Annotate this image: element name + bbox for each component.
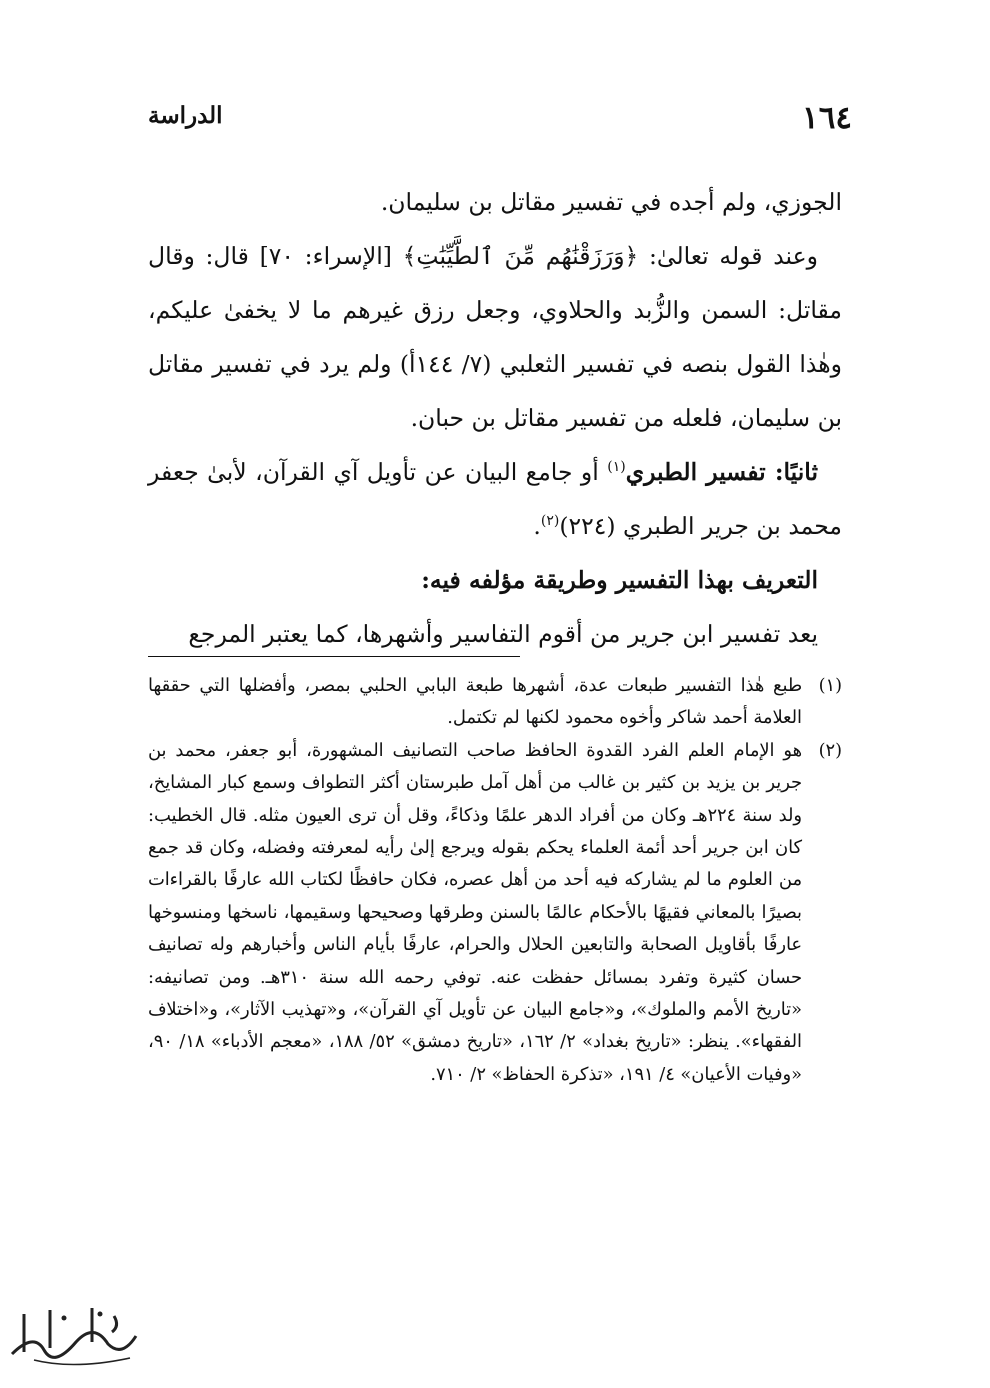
paragraph-3: [148, 445, 842, 553]
subheading: التعريف بهذا التفسير وطريقة مؤلفه فيه:: [421, 566, 818, 594]
footnote-1: [148, 670, 842, 735]
footnote-separator: [148, 656, 520, 657]
publisher-logo: [4, 1292, 144, 1372]
page-number: ١٦٤: [802, 100, 852, 136]
footnote-1-number: (١): [818, 675, 842, 696]
tafsir-tabari-heading: ثانيًا: تفسير الطبري: [625, 458, 819, 486]
paragraph-1: الجوزي، ولم أجده في تفسير مقاتل بن سليمان.: [380, 188, 842, 216]
footnote-2-text: هو الإمام العلم الفرد القدوة الحافظ صاحب التصانيف المشهورة، أبو جعفر، محمد بن جرير بن يزيد بن كثير بن غالب من أهل آمل طبرستان أكثر التطواف وسمع كبار المشايخ، ولد سنة ٢٢٤هـ وكان من أفراد الدهر علمًا وذكاءً، وقل أن ترى العيون مثله. قال الخطيب: كان ابن جرير أحد أئمة العلماء يحكم بقوله ويرجع إلىٰ رأيه لمعرفته وفضله، وكان قد جمع من العلوم ما لم يشاركه فيه أحد من أهل عصره، فكان حافظًا لكتاب الله عارفًا بالقراءات بصيرًا بالمعاني فقيهًا بالأحكام عالمًا بالسنن وطرقها وصحيحها وسقيمها، ناسخها ومنسوخها عارفًا بأقاويل الصحابة والتابعين الحلال والحرام، عارفًا بأيام الناس وأخبارهم وله تصانيف حسان كثيرة وتفرد بمسائل حفظت عنه. توفي رحمه الله سنة ٣١٠هـ. ومن تصانيفه: «تاريخ الأمم والملوك»، و«جامع البيان عن تأويل آي القرآن»، و«تهذيب الآثار»، و«اختلاف الفقهاء». ينظر: «تاريخ بغداد» ٢/ ١٦٢، «تاريخ دمشق» ٥٢/ ١٨٨، «معجم الأدباء» ١٨/ ٩٠، «وفيات الأعيان» ٤/ ١٩١، «تذكرة الحفاظ» ٢/ ٧١٠.: [148, 739, 802, 1085]
section-title: الدراسة: [148, 102, 223, 129]
paragraph-3-text: أو جامع البيان عن تأويل آي القرآن، لأبىٰ جعفر محمد بن جرير الطبري (٢٢٤): [148, 458, 842, 540]
footnote-ref-2[interactable]: (٢): [540, 513, 560, 530]
paragraph-2: وعند قوله تعالىٰ: ﴿وَرَزَقْنَٰهُم مِّنَ ٱلطَّيِّبَٰتِ﴾ [الإسراء: ٧٠] قال: وقال مقاتل: السمن والزُّبد والحلاوي، وجعل رزق غيرهم ما لا يخفىٰ عليكم، وهٰذا القول بنصه في تفسير الثعلبي (٧/ ١٤٤أ) ولم يرد في تفسير مقاتل بن سليمان، فلعله من تفسير مقاتل بن حبان.: [148, 242, 842, 432]
running-header: [138, 100, 852, 144]
footnote-1-text: طبع هٰذا التفسير طبعات عدة، أشهرها طبعة البابي الحلبي بمصر، وأفضلها التي حققها العلامة أحمد شاكر وأخوه محمود لكنها لم تكتمل.: [148, 675, 802, 729]
paragraph-4: يعد تفسير ابن جرير من أقوم التفاسير وأشهرها، كما يعتبر المرجع: [188, 620, 818, 648]
footnotes: [148, 670, 842, 1091]
footnote-ref-1[interactable]: (١): [607, 459, 626, 476]
footnote-2-number: (٢): [818, 739, 842, 761]
footnote-2: [148, 735, 842, 1091]
main-text: [148, 175, 842, 661]
paragraph-3-end: .: [533, 512, 541, 540]
